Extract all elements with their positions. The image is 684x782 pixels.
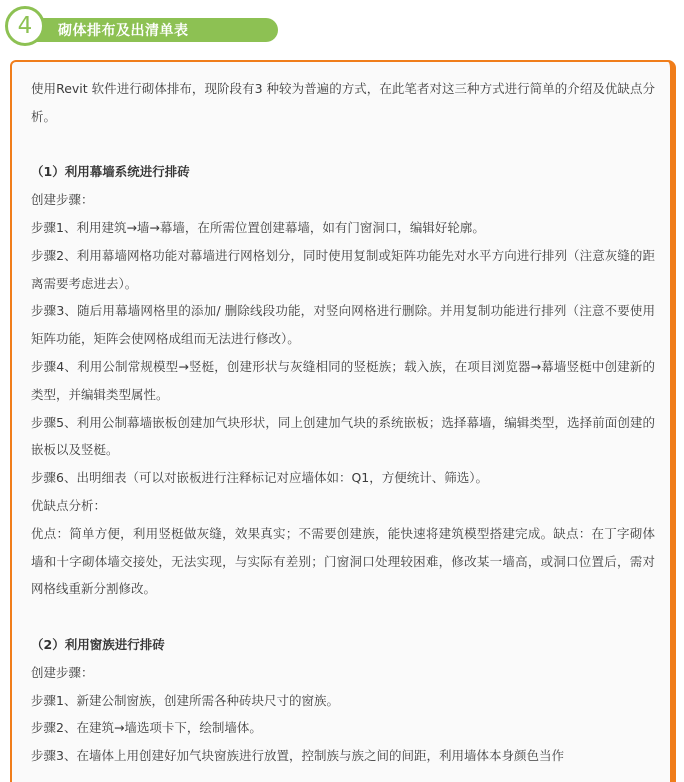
intro-paragraph: 使用Revit 软件进行砌体排布，现阶段有3 种较为普遍的方式，在此笔者对这三种方式进行简单的介绍及优缺点分析。 [31,81,655,124]
section1-heading: （1）利用幕墙系统进行排砖 [31,164,190,180]
section2-steps-label: 创建步骤： [31,664,94,680]
section1-analysis-label: 优缺点分析： [31,497,107,513]
spacer [31,603,655,631]
section1-steps-label: 创建步骤： [31,192,94,208]
spacer [31,131,655,159]
section1-step-5: 步骤5、利用公制幕墙嵌板创建加气块形状，同上创建加气块的系统嵌板；选择幕墙，编辑类型，选择前面创建的嵌板以及竖梃。 [31,414,655,458]
section1-analysis: 优点：简单方便，利用竖梃做灰缝，效果真实；不需要创建族，能快速将建筑模型搭建完成。缺点：在丁字砌体墙和十字砌体墙交接处，无法实现，与实际有差别；门窗洞口处理较困难，修改某一墙高，或洞口位置后，需对网格线重新分割修改。 [31,525,655,597]
section1-step-4: 步骤4、利用公制常规模型→竖梃，创建形状与灰缝相同的竖梃族；载入族，在项目浏览器→幕墙竖梃中创建新的类型，并编辑类型属性。 [31,358,655,402]
section1-step-6: 步骤6、出明细表（可以对嵌板进行注释标记对应墙体如：Q1，方便统计、筛选）。 [31,470,488,486]
section-title: 砌体排布及出清单表 [58,23,189,39]
article-body [31,75,655,770]
section-number: 4 [17,13,33,39]
section1-step-3: 步骤3、随后用幕墙网格里的添加/ 删除线段功能，对竖向网格进行删除。并用复制功能进行排列（注意不要使用矩阵功能，矩阵会使网格成组而无法进行修改）。 [31,303,655,347]
section-header [0,0,684,56]
section2-step-1: 步骤1、新建公制窗族，创建所需各种砖块尺寸的窗族。 [31,692,339,708]
section-number-badge [5,6,45,46]
section2-heading: （2）利用窗族进行排砖 [31,636,165,652]
section1-step-1: 步骤1、利用建筑→墙→幕墙，在所需位置创建幕墙，如有门窗洞口，编辑好轮廓。 [31,219,485,235]
section2-step-3: 步骤3、在墙体上用创建好加气块窗族进行放置，控制族与族之间的间距，利用墙体本身颜色当作 [31,748,564,764]
section1-step-2: 步骤2、利用幕墙网格功能对幕墙进行网格划分，同时使用复制或矩阵功能先对水平方向进行排列（注意灰缝的距离需要考虑进去）。 [31,247,655,291]
section-title-bar [30,18,278,42]
section2-step-2: 步骤2、在建筑→墙选项卡下，绘制墙体。 [31,720,262,736]
